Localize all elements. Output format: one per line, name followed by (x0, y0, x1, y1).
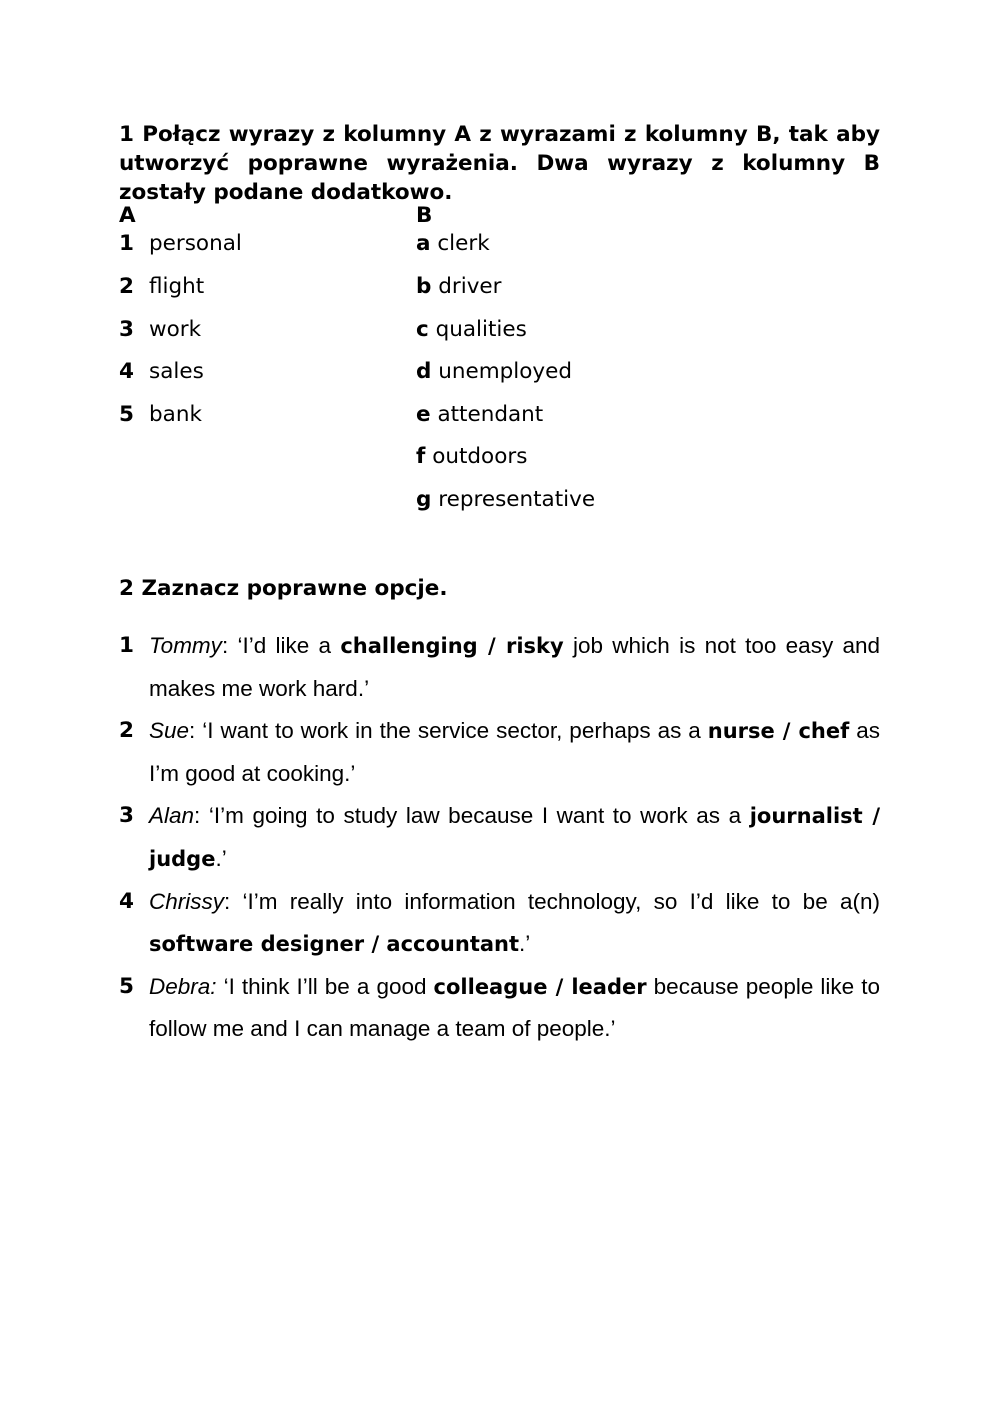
column-b-item (416, 315, 527, 345)
item-number: 4 (119, 888, 134, 914)
item-word: qualities (435, 317, 527, 342)
item-number: 5 (119, 973, 134, 999)
sentence-end: .’ (519, 931, 531, 957)
sentence-start: ‘I’m really into information technology, so I’d like to be a(n) (242, 888, 880, 914)
item-letter: f (416, 444, 426, 469)
separator: : (221, 633, 238, 658)
separator: : (189, 718, 203, 744)
item-number: 5 (119, 402, 134, 427)
item-word: clerk (437, 231, 490, 256)
column-b-item (416, 485, 595, 515)
column-a-item (119, 272, 204, 302)
column-b-item (416, 400, 543, 430)
item-number: 3 (119, 317, 134, 342)
item-number: 3 (119, 803, 134, 829)
item-number: 4 (119, 359, 134, 384)
sentence-end: job which is not too easy and makes me work hard.’ (149, 633, 881, 701)
item-number: 1 (119, 633, 134, 658)
column-a-item (119, 315, 201, 345)
column-b-item (416, 272, 502, 302)
item-word: flight (149, 274, 205, 299)
item-word: driver (438, 274, 502, 299)
item-word: representative (438, 487, 596, 512)
answer-options[interactable]: journalist / judge (149, 804, 880, 871)
item-word: outdoors (432, 444, 528, 469)
column-a-item (119, 400, 202, 430)
item-number: 1 (119, 231, 134, 256)
column-b-header: B (416, 203, 433, 228)
speaker-name: Debra: (149, 973, 217, 999)
separator (217, 974, 224, 999)
column-b-item (416, 442, 527, 472)
item-word: sales (149, 359, 204, 384)
answer-options[interactable]: nurse / chef (707, 719, 850, 744)
column-b-item (416, 357, 572, 387)
item-word: personal (149, 231, 242, 256)
column-a-item (119, 357, 204, 387)
sentence-start: ‘I think I’ll be a good (223, 973, 434, 999)
speaker-name: Sue (149, 718, 190, 744)
sentence-start: ‘I’d like a (237, 633, 341, 658)
sentence-end: because people like to follow me and I can manage a team of people.’ (149, 973, 880, 1042)
item-letter: b (416, 274, 432, 299)
item-letter: c (416, 317, 429, 342)
item-number: 2 (119, 274, 134, 299)
answer-options[interactable]: software designer / accountant (149, 932, 520, 957)
exercise2-item (119, 795, 880, 880)
exercise2-title: 2 Zaznacz poprawne opcje. (119, 576, 448, 601)
separator: : (224, 888, 243, 914)
item-number: 2 (119, 718, 134, 744)
column-a-header: A (119, 203, 136, 228)
exercise2-item (119, 710, 880, 795)
column-a-item (119, 229, 242, 259)
speaker-name: Tommy (149, 633, 222, 658)
column-b-item (416, 229, 490, 259)
item-word: bank (149, 402, 202, 427)
exercise1-instructions: 1 Połącz wyrazy z kolumny A z wyrazami z kolumny B, tak aby utworzyć poprawne wyrażenia. Dwa wyrazy z kolumny B zostały podane dodatkowo. (119, 122, 880, 205)
sentence-start: ‘I’m going to study law because I want to work as a (208, 803, 750, 829)
item-word: work (149, 317, 202, 342)
separator: : (194, 803, 209, 829)
answer-options[interactable]: challenging / risky (340, 634, 564, 658)
item-word: unemployed (438, 359, 573, 384)
item-letter: g (416, 487, 432, 512)
exercise2-list (119, 625, 880, 1051)
sentence-start: ‘I want to work in the service sector, perhaps as a (202, 718, 708, 744)
item-letter: d (416, 359, 432, 384)
item-word: attendant (437, 402, 544, 427)
sentence-end: .’ (215, 845, 227, 871)
speaker-name: Alan (149, 803, 195, 829)
exercise2-item (119, 966, 880, 1051)
exercise2-item (119, 625, 880, 710)
item-letter: e (416, 402, 431, 427)
exercise2-item (119, 881, 880, 966)
speaker-name: Chrissy (149, 888, 225, 914)
answer-options[interactable]: colleague / leader (433, 974, 647, 999)
item-letter: a (416, 231, 431, 256)
sentence-end: as I’m good at cooking.’ (149, 718, 880, 786)
